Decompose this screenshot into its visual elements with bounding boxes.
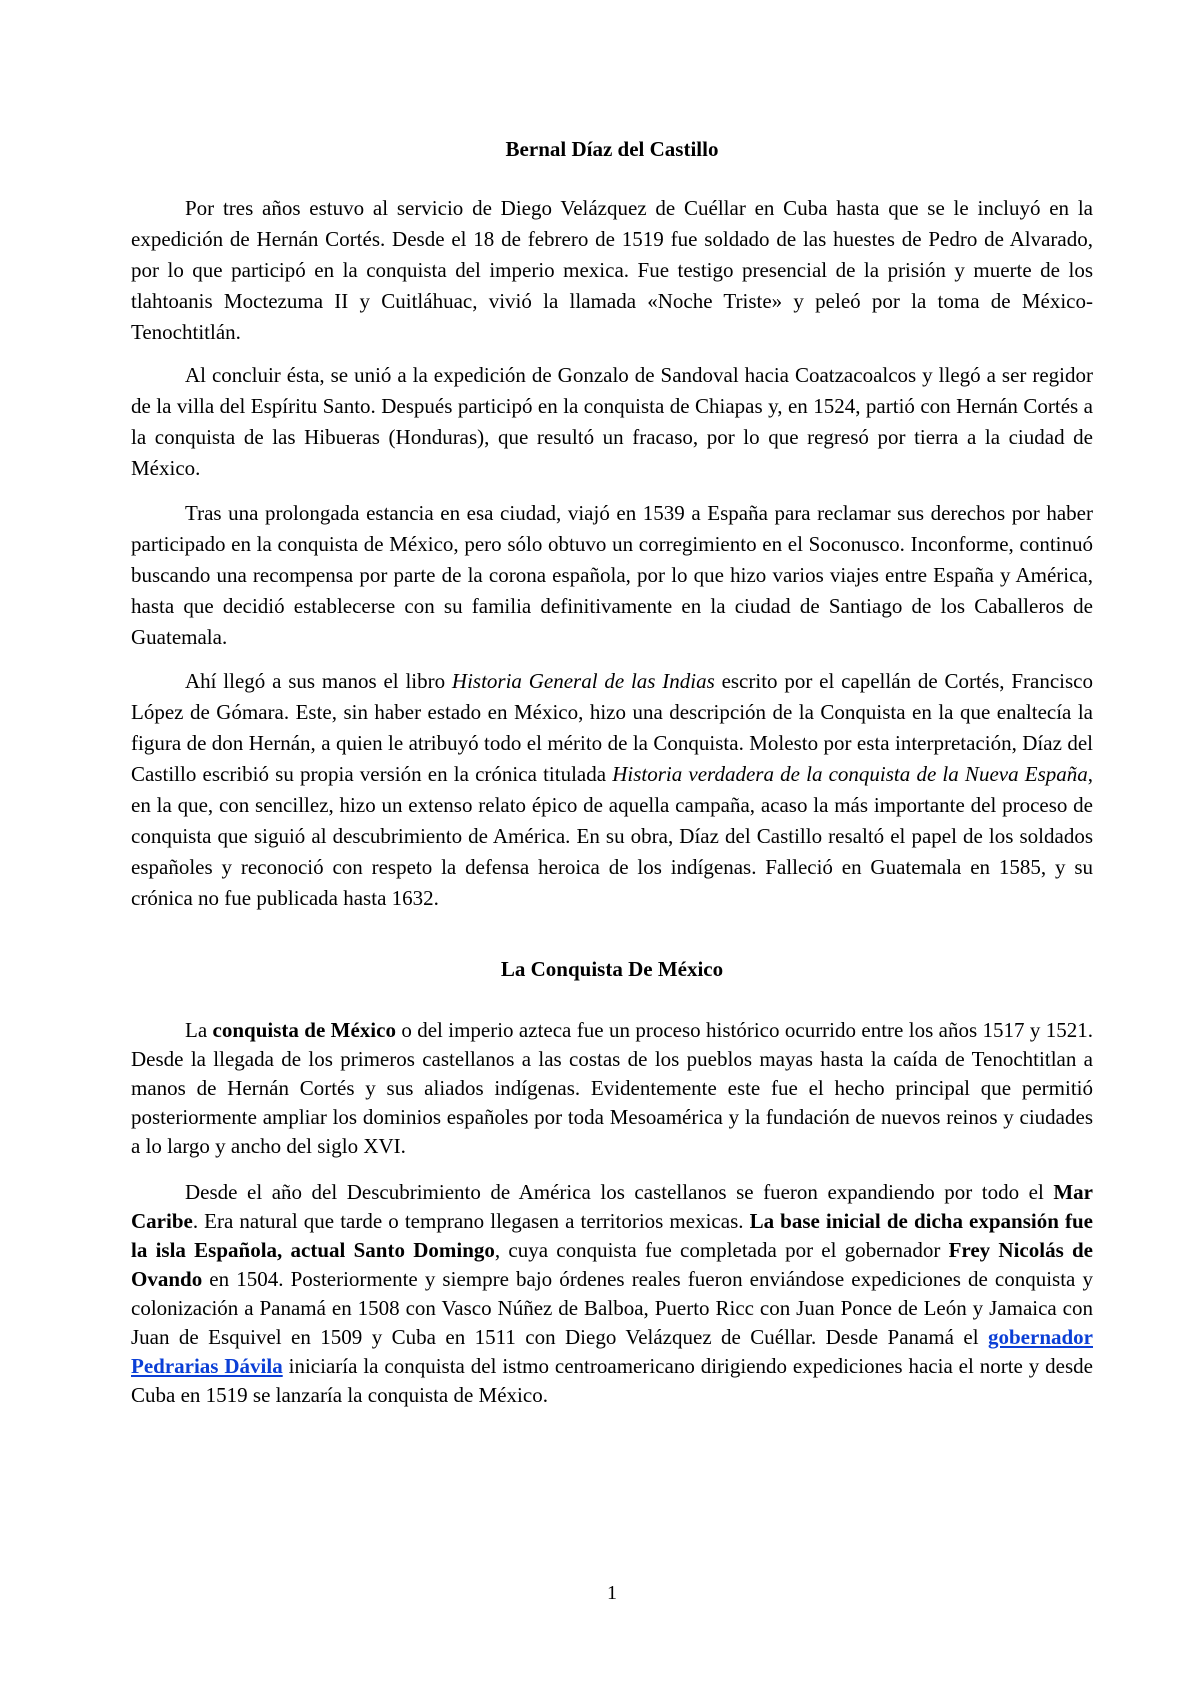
paragraph-4 bbox=[131, 666, 1093, 914]
heading-bernal-diaz: Bernal Díaz del Castillo bbox=[505, 137, 719, 161]
p4-text-1: Ahí llegó a sus manos el libro bbox=[185, 669, 452, 693]
bold-base-inicial: La base inicial de dicha expansión fue la isla Española, actual Santo Domingo bbox=[131, 1209, 1093, 1262]
paragraph-6 bbox=[131, 1178, 1093, 1410]
paragraph-1: Por tres años estuvo al servicio de Diego Velázquez de Cuéllar en Cuba hasta que se le incluyó en la expedición de Hernán Cortés. Desde el 18 de febrero de 1519 fue soldado de las huestes de Pedro de Alvarado, por lo que participó en la conquista del imperio mexica. Fue testigo presencial de la prisión y muerte de los tlahtoanis Moctezuma II y Cuitláhuac, vivió la llamada «Noche Triste» y peleó por la toma de México-Tenochtitlán. bbox=[131, 196, 1093, 344]
bold-mar-caribe: Mar Caribe bbox=[131, 1180, 1093, 1233]
p6-text-2: . Era natural que tarde o temprano llegasen a territorios mexicas. bbox=[192, 1209, 750, 1233]
p5-text-1: La bbox=[185, 1018, 213, 1042]
p6-text-4: en 1504. Posteriormente y siempre bajo órdenes reales fueron enviándose expediciones de conquista y colonización a Panamá en 1508 con Vasco Núñez de Balboa, Puerto Ricc con Juan Ponce de León y Jamaica con Juan de Esquivel en 1509 y Cuba en 1511 con Diego Velázquez de Cuéllar. Desde Panamá el bbox=[131, 1267, 1093, 1349]
p6-text-3: , cuya conquista fue completada por el gobernador bbox=[494, 1238, 949, 1262]
paragraph-5 bbox=[131, 1016, 1093, 1161]
p4-text-2: escrito por el capellán de Cortés, Francisco López de Gómara. Este, sin haber estado en México, hizo una descripción de la Conquista en la que enaltecía la figura de don Hernán, a quien le atribuyó todo el mérito de la Conquista. Molesto por esta interpretación, Díaz del Castillo escribió su propia versión en la crónica titulada bbox=[131, 669, 1093, 786]
p4-text-3: , en la que, con sencillez, hizo un extenso relato épico de aquella campaña, acaso la más importante del proceso de conquista que siguió al descubrimiento de América. En su obra, Díaz del Castillo resaltó el papel de los soldados españoles y reconoció con respeto la defensa heroica de los indígenas. Falleció en Guatemala en 1585, y su crónica no fue publicada hasta 1632. bbox=[131, 762, 1093, 910]
bold-frey-nicolas: Frey Nicolás de Ovando bbox=[131, 1238, 1093, 1291]
page-number: 1 bbox=[607, 1582, 617, 1604]
p6-text-5: iniciaría la conquista del istmo centroamericano dirigiendo expediciones hacia el norte y desde Cuba en 1519 se lanzaría la conquista de México. bbox=[131, 1354, 1093, 1407]
paragraph-3: Tras una prolongada estancia en esa ciudad, viajó en 1539 a España para reclamar sus derechos por haber participado en la conquista de México, pero sólo obtuvo un corregimiento en el Soconusco. Inconforme, continuó buscando una recompensa por parte de la corona española, por lo que hizo varios viajes entre España y América, hasta que decidió establecerse con su familia definitivamente en la ciudad de Santiago de los Caballeros de Guatemala. bbox=[131, 501, 1093, 649]
book-title-historia-verdadera: Historia verdadera de la conquista de la Nueva España bbox=[612, 762, 1088, 786]
p5-text-2: o del imperio azteca fue un proceso histórico ocurrido entre los años 1517 y 1521. Desde la llegada de los primeros castellanos a las costas de los pueblos mayas hasta la caída de Tenochtitlan a manos de Hernán Cortés y sus aliados indígenas. Evidentemente este fue el hecho principal que permitió posteriormente ampliar los dominios españoles por toda Mesoamérica y la fundación de nuevos reinos y ciudades a lo largo y ancho del siglo XVI. bbox=[131, 1018, 1093, 1158]
p6-text-1: Desde el año del Descubrimiento de América los castellanos se fueron expandiendo por todo el bbox=[185, 1180, 1054, 1204]
paragraph-2: Al concluir ésta, se unió a la expedición de Gonzalo de Sandoval hacia Coatzacoalcos y llegó a ser regidor de la villa del Espíritu Santo. Después participó en la conquista de Chiapas y, en 1524, partió con Hernán Cortés a la conquista de las Hibueras (Honduras), que resultó un fracaso, por lo que regresó por tierra a la ciudad de México. bbox=[131, 363, 1093, 480]
heading-conquista-mexico: La Conquista De México bbox=[500, 957, 724, 981]
bold-conquista-de-mexico: conquista de México bbox=[212, 1018, 396, 1042]
book-title-historia-general: Historia General de las Indias bbox=[451, 669, 715, 693]
link-gobernador-pedrarias[interactable]: gobernador Pedrarias Dávila bbox=[131, 1325, 1093, 1378]
document-page bbox=[131, 0, 1093, 1698]
